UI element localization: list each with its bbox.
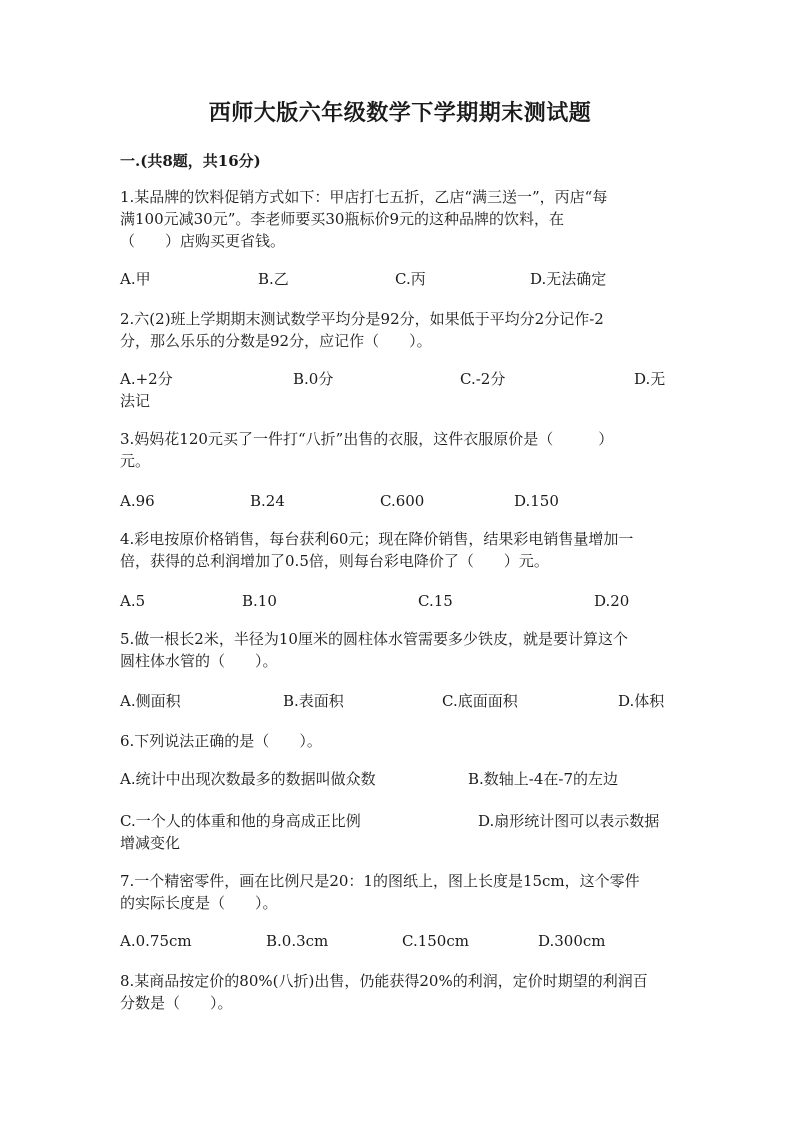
question-2-option-d: D.无 bbox=[634, 370, 666, 388]
question-7-option-b: B.0.3cm bbox=[266, 932, 329, 950]
question-6 bbox=[120, 730, 680, 752]
question-3-options bbox=[120, 490, 680, 512]
question-2-option-c: C.-2分 bbox=[460, 370, 506, 388]
question-1-option-c: C.丙 bbox=[395, 270, 426, 288]
question-6-options-row-1 bbox=[120, 768, 680, 790]
question-8-line-1: 8.某商品按定价的80%(八折)出售，仍能获得20%的利润，定价时期望的利润百 bbox=[120, 972, 648, 990]
question-6-option-c: C.一个人的体重和他的身高成正比例 bbox=[120, 812, 361, 830]
question-2-line-2: 分，那么乐乐的分数是92分，应记作（ ）。 bbox=[120, 332, 432, 350]
question-2-option-a: A.+2分 bbox=[120, 370, 173, 388]
question-2-option-d-continued: 法记 bbox=[120, 392, 151, 410]
question-4-options bbox=[120, 590, 680, 612]
question-7-option-d: D.300cm bbox=[538, 932, 606, 950]
question-6-option-a: A.统计中出现次数最多的数据叫做众数 bbox=[120, 770, 376, 788]
question-5-option-b: B.表面积 bbox=[283, 692, 344, 710]
question-8-line-2: 分数是（ ）。 bbox=[120, 994, 233, 1012]
question-8 bbox=[120, 970, 680, 1014]
question-1-option-d: D.无法确定 bbox=[530, 270, 607, 288]
page-title: 西师大版六年级数学下学期期末测试题 bbox=[208, 100, 592, 126]
question-7-line-1: 7.一个精密零件，画在比例尺是20：1的图纸上，图上长度是15cm，这个零件 bbox=[120, 872, 640, 890]
question-3-option-d: D.150 bbox=[514, 492, 559, 510]
question-2-line-1: 2.六(2)班上学期期末测试数学平均分是92分，如果低于平均分2分记作-2 bbox=[120, 310, 604, 328]
question-4-option-d: D.20 bbox=[594, 592, 630, 610]
question-7-line-2: 的实际长度是（ ）。 bbox=[120, 894, 278, 912]
question-6-line-1: 6.下列说法正确的是（ ）。 bbox=[120, 732, 322, 750]
question-1-line-1: 1.某品牌的饮料促销方式如下：甲店打七五折，乙店“满三送一”，丙店“每 bbox=[120, 188, 608, 206]
question-3-line-1: 3.妈妈花120元买了一件打“八折”出售的衣服，这件衣服原价是（ ） bbox=[120, 430, 614, 448]
question-6-option-d-continued: 增减变化 bbox=[120, 834, 181, 852]
question-6-option-b: B.数轴上-4在-7的左边 bbox=[468, 770, 619, 788]
question-6-options-row-2 bbox=[120, 810, 680, 832]
question-7-options bbox=[120, 930, 680, 952]
question-6-option-d: D.扇形统计图可以表示数据 bbox=[478, 812, 660, 830]
question-4 bbox=[120, 528, 680, 572]
question-1-option-a: A.甲 bbox=[120, 270, 151, 288]
question-3-option-c: C.600 bbox=[380, 492, 425, 510]
question-4-line-2: 倍，获得的总利润增加了0.5倍，则每台彩电降价了（ ）元。 bbox=[120, 552, 549, 570]
question-3-option-b: B.24 bbox=[250, 492, 285, 510]
question-1-line-2: 满100元减30元”。李老师要买30瓶标价9元的这种品牌的饮料，在 bbox=[120, 210, 565, 228]
question-4-option-c: C.15 bbox=[418, 592, 453, 610]
question-5-options bbox=[120, 690, 680, 712]
question-7-option-c: C.150cm bbox=[402, 932, 469, 950]
question-3 bbox=[120, 428, 680, 472]
question-1-option-b: B.乙 bbox=[258, 270, 289, 288]
question-3-option-a: A.96 bbox=[120, 492, 155, 510]
question-5-option-a: A.侧面积 bbox=[120, 692, 181, 710]
question-2-option-b: B.0分 bbox=[293, 370, 334, 388]
question-5-line-1: 5.做一根长2米，半径为10厘米的圆柱体水管需要多少铁皮，就是要计算这个 bbox=[120, 630, 628, 648]
question-4-option-b: B.10 bbox=[242, 592, 277, 610]
question-4-line-1: 4.彩电按原价格销售，每台获利60元；现在降价销售，结果彩电销售量增加一 bbox=[120, 530, 634, 548]
question-5-line-2: 圆柱体水管的（ ）。 bbox=[120, 652, 278, 670]
question-5-option-c: C.底面面积 bbox=[442, 692, 518, 710]
question-3-line-2: 元。 bbox=[120, 452, 151, 470]
question-7 bbox=[120, 870, 680, 914]
question-7-option-a: A.0.75cm bbox=[120, 932, 192, 950]
question-1 bbox=[120, 186, 680, 252]
question-4-option-a: A.5 bbox=[120, 592, 146, 610]
section-heading: 一.(共8题，共16分) bbox=[120, 152, 261, 170]
question-5 bbox=[120, 628, 680, 672]
question-1-options bbox=[120, 268, 680, 290]
question-1-line-3: （ ）店购买更省钱。 bbox=[120, 232, 286, 250]
question-2-options bbox=[120, 368, 680, 390]
question-2 bbox=[120, 308, 680, 352]
question-5-option-d: D.体积 bbox=[618, 692, 665, 710]
